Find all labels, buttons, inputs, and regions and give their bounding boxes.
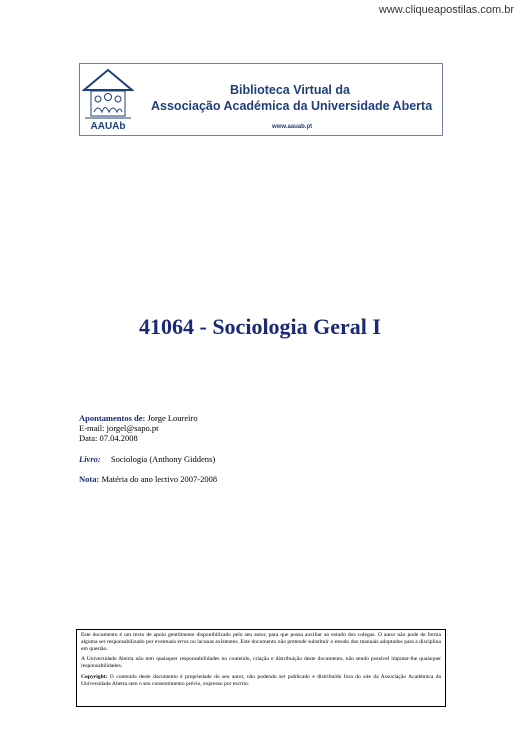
- banner-url: www.aauab.pt: [272, 124, 313, 130]
- nota-label: Nota:: [79, 474, 100, 484]
- livro-value: Sociologia (Anthony Giddens): [110, 454, 216, 464]
- watermark-url: www.cliqueapostilas.com.br: [378, 4, 514, 16]
- apontamentos-label: Apontamentos de:: [79, 413, 146, 423]
- meta-apontamentos: [79, 413, 198, 423]
- aauab-logo: [82, 66, 134, 133]
- disclaimer-paragraph: A Universidade Aberta não tem quaisquer responsabilidades no conteúdo, criação e distribuição deste documento, não sendo possível imputar-lhe quaisquer responsabilidades.: [81, 656, 441, 670]
- meta-livro: [79, 454, 215, 464]
- document-title: 41064 - Sociologia Geral I: [139, 314, 381, 339]
- logo-text: AAUAb: [90, 121, 126, 132]
- meta-email: E-mail: jorgel@sapo.pt: [79, 423, 159, 433]
- nota-value: Matéria do ano lectivo 2007-2008: [101, 474, 218, 484]
- apontamentos-value: Jorge Loureiro: [147, 413, 198, 423]
- copyright-paragraph: [81, 674, 441, 688]
- banner-line2: Associação Académica da Universidade Aberta: [151, 99, 433, 113]
- meta-nota: [79, 474, 217, 484]
- livro-label: Livro:: [79, 454, 101, 464]
- copyright-label: Copyright:: [81, 673, 108, 680]
- meta-date: Data: 07.04.2008: [79, 433, 138, 443]
- disclaimer-box: [76, 629, 446, 707]
- copyright-text: O conteúdo deste documento é propriedade do seu autor, não podendo ser publicado e distribuído fora do site da Associação Académica da Universidade Aberta sem o seu consentimento prévio, expresso por escrito.: [81, 673, 441, 687]
- banner-line1: Biblioteca Virtual da: [230, 83, 350, 97]
- library-banner: [79, 63, 443, 136]
- disclaimer-paragraph: Este documento é um texto de apoio gentilmente disponibilizado pelo seu autor, para que possa auxiliar ao estudo dos colegas. O autor não pode de forma alguma ser responsabilizado por eventuais erros ou lacunas existentes. Este documento não pretende substituir o estudo dos manuais adoptados para a disciplina em questão.: [81, 632, 441, 652]
